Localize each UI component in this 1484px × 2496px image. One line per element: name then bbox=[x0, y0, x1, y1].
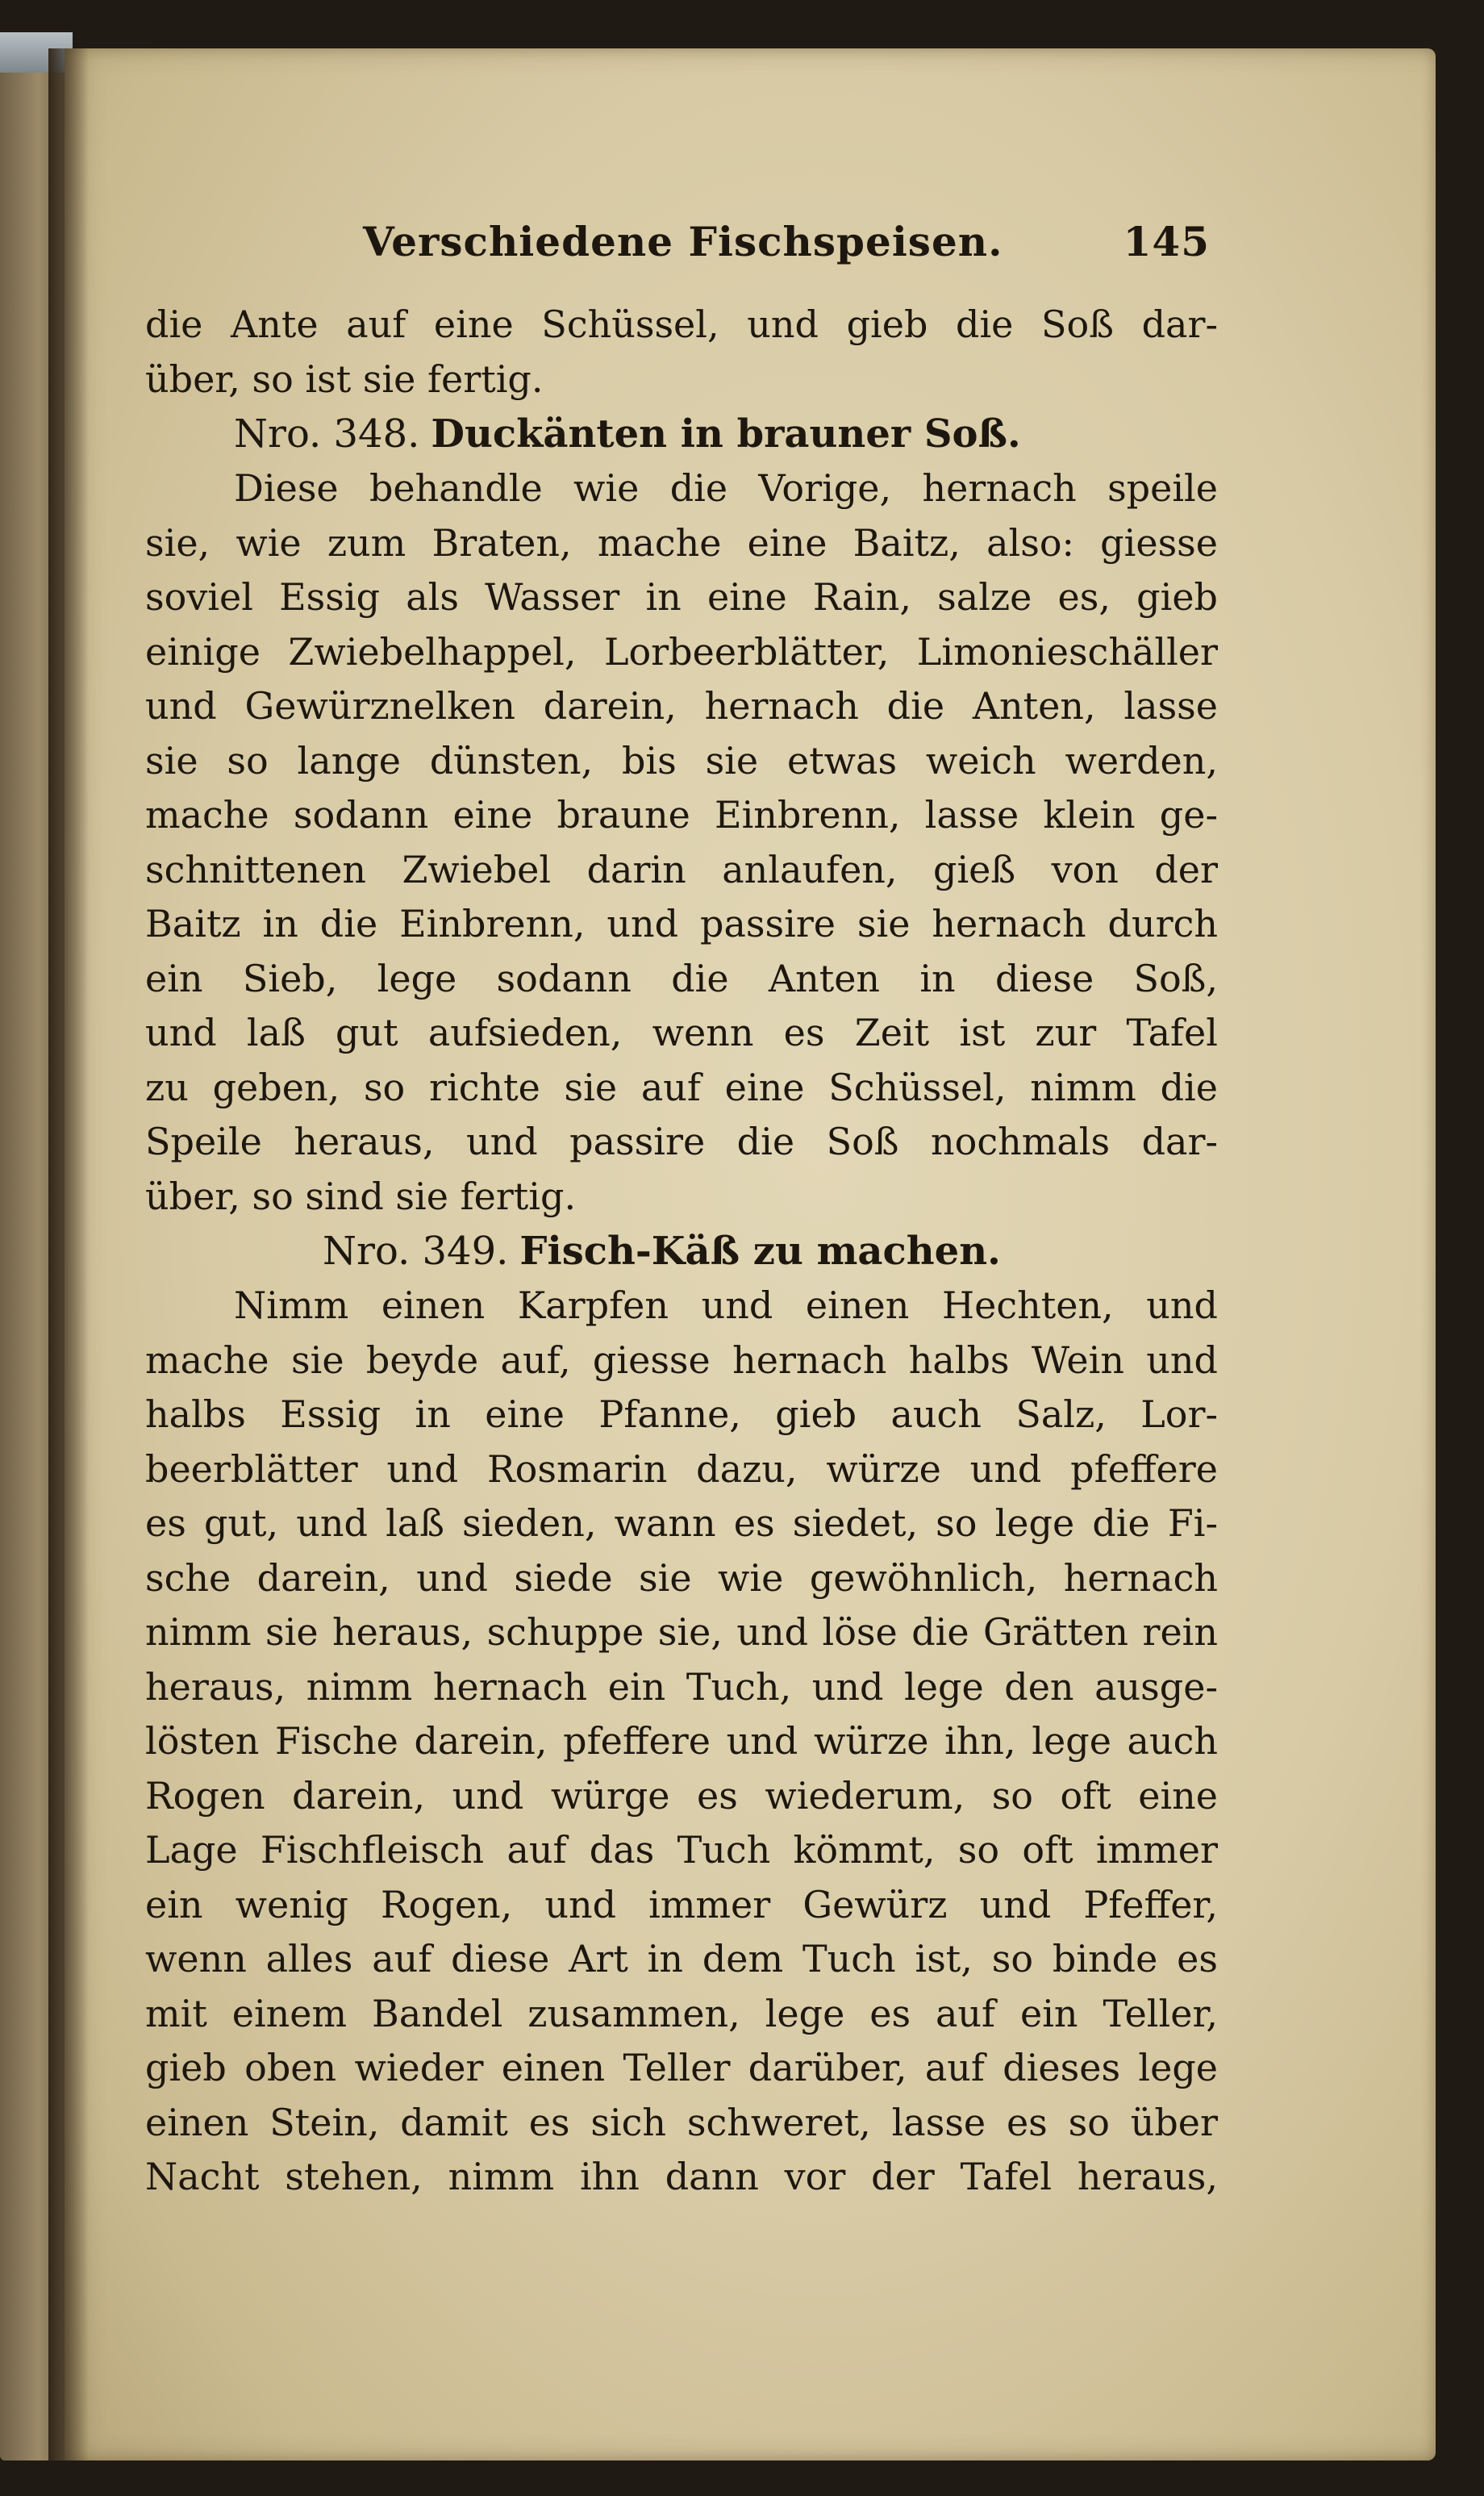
text-line: heraus, nimm hernach ein Tuch, und lege den ausge- bbox=[145, 1664, 1218, 1709]
page-number: 145 bbox=[1123, 218, 1210, 265]
text-line: beerblätter und Rosmarin dazu, würze und pfeffere bbox=[145, 1446, 1218, 1491]
text-line: mit einem Bandel zusammen, lege es auf ein Teller, bbox=[145, 1991, 1218, 2035]
text-line: und laß gut aufsieden, wenn es Zeit ist zur Tafel bbox=[145, 1011, 1218, 1054]
text-line: gieb oben wieder einen Teller darüber, auf dieses lege bbox=[145, 2046, 1218, 2089]
text-line: Nacht stehen, nimm ihn dann vor der Tafel heraus, bbox=[145, 2155, 1218, 2198]
spine-shadow bbox=[48, 48, 89, 2461]
text-line: Lage Fischfleisch auf das Tuch kömmt, so oft immer bbox=[145, 1828, 1218, 1872]
text-line: zu geben, so richte sie auf eine Schüssel, nimm die bbox=[145, 1065, 1218, 1109]
text-line: über, so sind sie fertig. bbox=[145, 1174, 577, 1218]
text-line: mache sie beyde auf, giesse hernach halbs Wein und bbox=[145, 1338, 1218, 1382]
text-line: Baitz in die Einbrenn, und passire sie hernach durch bbox=[145, 902, 1218, 945]
running-head bbox=[363, 218, 1218, 265]
text-line: sche darein, und siede sie wie gewöhnlich, hernach bbox=[145, 1555, 1218, 1600]
text-line: einen Stein, damit es sich schweret, lasse es so über bbox=[145, 2100, 1218, 2144]
text-line: wenn alles auf diese Art in dem Tuch ist, so binde es bbox=[145, 1937, 1218, 1981]
text-line: sie, wie zum Braten, mache eine Baitz, also: giesse bbox=[145, 520, 1218, 565]
text-line: über, so ist sie fertig. bbox=[145, 357, 544, 401]
text-line: halbs Essig in eine Pfanne, gieb auch Salz, Lor- bbox=[145, 1392, 1218, 1436]
text-line: und Gewürznelken darein, hernach die Anten, lasse bbox=[145, 684, 1218, 728]
text-line: Diese behandle wie die Vorige, hernach speile bbox=[234, 466, 1218, 510]
text-line: die Ante auf eine Schüssel, und gieb die Soß dar- bbox=[145, 303, 1218, 346]
text-line: lösten Fische darein, pfeffere und würze ihn, lege auch bbox=[145, 1719, 1218, 1763]
recipe-heading-349 bbox=[323, 1224, 1218, 1279]
text-line: nimm sie heraus, schuppe sie, und löse die Grätten rein bbox=[145, 1610, 1218, 1654]
recipe-heading-348 bbox=[234, 407, 1218, 461]
recipe-title: Fisch-Käß zu machen. bbox=[519, 1229, 1001, 1274]
text-line: soviel Essig als Wasser in eine Rain, salze es, gieb bbox=[145, 575, 1218, 619]
running-head-title: Verschiedene Fischspeisen. bbox=[363, 218, 1003, 265]
text-line: es gut, und laß sieden, wann es siedet, so lege die Fi- bbox=[145, 1501, 1218, 1545]
text-line: mache sodann eine braune Einbrenn, lasse klein ge- bbox=[145, 793, 1218, 837]
text-line: ein Sieb, lege sodann die Anten in diese Soß, bbox=[145, 956, 1218, 1000]
text-line: Rogen darein, und würge es wiederum, so oft eine bbox=[145, 1773, 1218, 1818]
page-text bbox=[145, 218, 1218, 2205]
text-line: sie so lange dünsten, bis sie etwas weich werden, bbox=[145, 738, 1218, 783]
recipe-title: Duckänten in brauner Soß. bbox=[431, 411, 1021, 457]
recipe-number: Nro. 349. bbox=[323, 1229, 509, 1274]
text-line: Nimm einen Karpfen und einen Hechten, und bbox=[234, 1283, 1218, 1327]
recipe-number: Nro. 348. bbox=[234, 411, 420, 457]
text-line: schnittenen Zwiebel darin anlaufen, gieß von der bbox=[145, 847, 1218, 891]
text-line: Speile heraus, und passire die Soß nochmals dar- bbox=[145, 1120, 1218, 1163]
text-line: einige Zwiebelhappel, Lorbeerblätter, Limonieschäller bbox=[145, 629, 1218, 674]
text-line: ein wenig Rogen, und immer Gewürz und Pfeffer, bbox=[145, 1882, 1218, 1926]
